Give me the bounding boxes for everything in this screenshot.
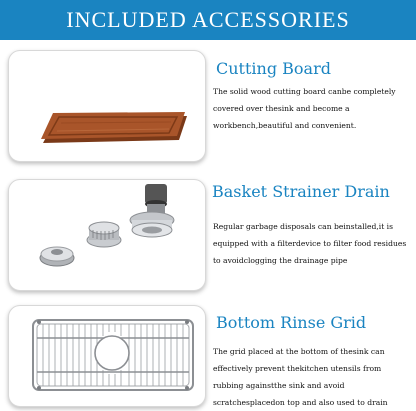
rinse-grid-image-card bbox=[8, 305, 206, 407]
basket-strainer-image bbox=[9, 180, 205, 290]
basket-strainer-description: Regular garbage disposals can beinstalled,it is equipped with a filterdevice to filter food residues to avoidclogging the drainage pipe bbox=[213, 222, 407, 265]
banner-title: INCLUDED ACCESSORIES bbox=[66, 7, 350, 32]
cutting-board-title: Cutting Board bbox=[216, 59, 331, 78]
cutting-board-image-card bbox=[8, 50, 206, 162]
basket-strainer-image-card bbox=[8, 179, 206, 291]
cutting-board-description: The solid wood cutting board canbe completely covered over thesink and become a workbench,beautiful and convenient. bbox=[213, 87, 396, 130]
rinse-grid-title: Bottom Rinse Grid bbox=[216, 313, 367, 332]
basket-strainer-title: Basket Strainer Drain bbox=[212, 182, 390, 201]
cutting-board-image bbox=[9, 51, 205, 161]
rinse-grid-image bbox=[9, 306, 205, 406]
header-banner bbox=[0, 0, 416, 40]
rinse-grid-description: The grid placed at the bottom of thesink can effectively prevent thekitchen utensils from rubbing againstthe sink and avoid scratchesplacedon top and also used to drain bbox=[213, 347, 388, 407]
